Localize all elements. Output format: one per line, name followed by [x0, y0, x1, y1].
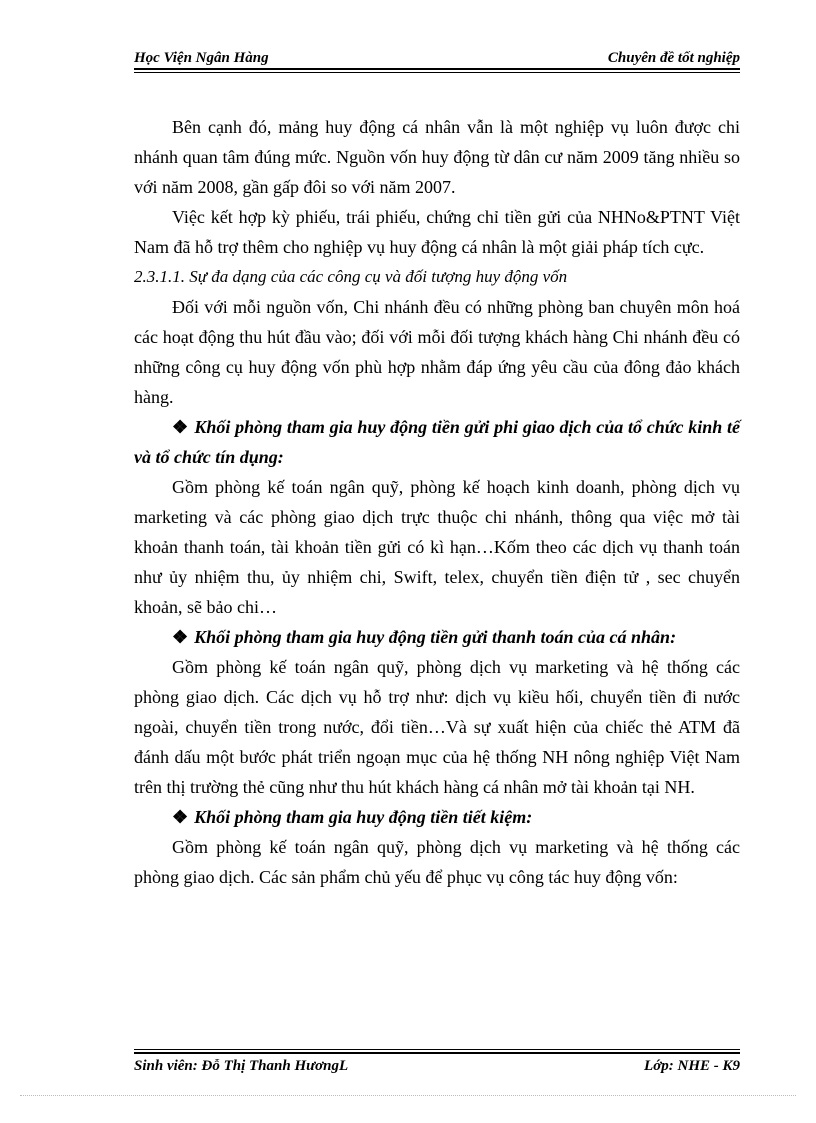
- paragraph: Gồm phòng kế toán ngân quỹ, phòng dịch vụ marketing và hệ thống các phòng giao dịch. Các sản phẩm chủ yếu để phục vụ công tác huy động vốn:: [134, 837, 740, 887]
- footer-class: Lớp: NHE - K9: [644, 1058, 740, 1074]
- paragraph: Bên cạnh đó, mảng huy động cá nhân vẫn là một nghiệp vụ luôn được chi nhánh quan tâm đúng mức. Nguồn vốn huy động từ dân cư năm 2009 tăng nhiều so với năm 2008, gần gấp đôi so với năm 2007.: [134, 117, 740, 197]
- bullet-heading: [134, 622, 740, 652]
- page-body: [134, 112, 740, 892]
- bullet-heading-text: Khối phòng tham gia huy động tiền gửi thanh toán của cá nhân:: [194, 627, 677, 647]
- diamond-bullet-icon: ❖: [172, 627, 189, 647]
- bullet-heading: [134, 802, 740, 832]
- paragraph: Gồm phòng kế toán ngân quỹ, phòng kế hoạch kinh doanh, phòng dịch vụ marketing và các phòng giao dịch trực thuộc chi nhánh, thông qua việc mở tài khoản thanh toán, tài khoản tiền gửi có kì hạn…Kốm theo các dịch vụ thanh toán như ủy nhiệm thu, ủy nhiệm chi, Swift, telex, chuyển tiền điện tử , sec chuyển khoản, sẽ bảo chi…: [134, 477, 740, 617]
- header-rule-thin: [134, 72, 740, 73]
- bullet-heading-text: Khối phòng tham gia huy động tiền gửi phi giao dịch của tổ chức kinh tế và tổ chức tín dụng:: [134, 417, 740, 467]
- page-footer: [134, 1058, 740, 1080]
- bullet-heading: [134, 412, 740, 472]
- bullet-heading-text: Khối phòng tham gia huy động tiền tiết kiệm:: [194, 807, 533, 827]
- bottom-dotted-divider: [20, 1095, 796, 1096]
- section-heading: 2.3.1.1. Sự đa dạng của các công cụ và đối tượng huy động vốn: [134, 267, 568, 286]
- diamond-bullet-icon: ❖: [172, 417, 189, 437]
- footer-rule-thin: [134, 1049, 740, 1050]
- header-rule-thick: [134, 68, 740, 70]
- footer-student: Sinh viên: Đỗ Thị Thanh HươngL: [134, 1058, 349, 1074]
- paragraph: Đối với mỗi nguồn vốn, Chi nhánh đều có những phòng ban chuyên môn hoá các hoạt động thu hút đầu vào; đối với mỗi đối tượng khách hàng Chi nhánh đều có những công cụ huy động vốn phù hợp nhằm đáp ứng yêu cầu của đông đảo khách hàng.: [134, 297, 740, 407]
- paragraph: Việc kết hợp kỳ phiếu, trái phiếu, chứng chỉ tiền gửi của NHNo&PTNT Việt Nam đã hỗ trợ thêm cho nghiệp vụ huy động cá nhân là một giải pháp tích cực.: [134, 207, 740, 257]
- paragraph: Gồm phòng kế toán ngân quỹ, phòng dịch vụ marketing và hệ thống các phòng giao dịch. Các dịch vụ hỗ trợ như: dịch vụ kiều hối, chuyển tiền đi nước ngoài, chuyển tiền trong nước, đổi tiền…Và sự xuất hiện của chiếc thẻ ATM đã đánh dấu một bước phát triển ngoạn mục của hệ thống NH nông nghiệp Việt Nam trên thị trường thẻ cũng như thu hút khách hàng cá nhân mở tài khoản tại NH.: [134, 657, 740, 797]
- header-institution: Học Viện Ngân Hàng: [134, 50, 269, 66]
- header-document-type: Chuyên đề tốt nghiệp: [607, 50, 740, 66]
- footer-rule-thick: [134, 1052, 740, 1054]
- diamond-bullet-icon: ❖: [172, 807, 189, 827]
